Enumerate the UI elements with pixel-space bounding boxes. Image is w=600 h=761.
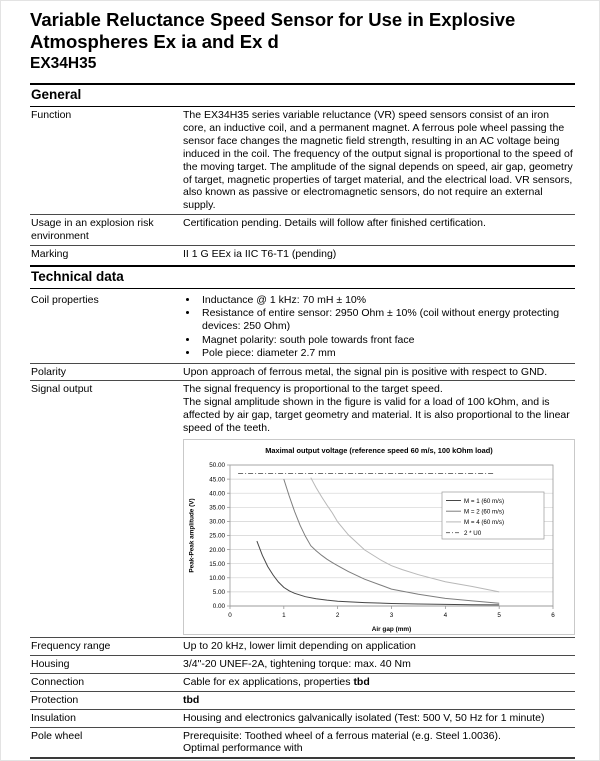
row-value: Housing and electronics galvanically isolated (Test: 500 V, 50 Hz for 1 minute) (183, 711, 545, 724)
signal-output-line1: The signal frequency is proportional to the target speed. (183, 383, 443, 396)
y-tick-label: 15.00 (209, 560, 225, 568)
x-tick-label: 4 (443, 612, 448, 620)
x-tick-label: 3 (389, 612, 394, 620)
pole-wheel-line2: Optimal performance with (183, 742, 303, 755)
table-row-pole-wheel (30, 728, 575, 760)
row-value: Upon approach of ferrous metal, the signal pin is positive with respect to GND. (183, 365, 548, 378)
series-line (257, 541, 499, 605)
row-value: The EX34H35 series variable reluctance (VR) speed sensors consist of an iron core, an inductive coil, and a permanent magnet. A ferrous pole wheel passing the sensor face changes the magnetic field strength, resulting in an AC voltage being induced in the coil. The frequency of the output signal is proportional to the speed of the moving target. The amplitude of the signal depends on speed, air gap, geometry of target, magnetic properties of target material, and the electrical load. VR sensors, also known as passive or electromagnetic sensors, do not require an external supply. (183, 109, 573, 212)
pole-wheel-line1: Prerequisite: Toothed wheel of a ferrous material (e.g. Steel 1.0036). (183, 729, 501, 742)
row-value (183, 291, 575, 361)
bullet-item: • Resistance of entire sensor: 2950 Ohm ± 10% (coil without energy protecting devices: 250 Ohm) (199, 307, 575, 333)
output-voltage-chart-svg (183, 439, 575, 635)
row-value (183, 694, 575, 707)
y-tick-label: 0.00 (212, 603, 225, 611)
coil-properties-list (199, 294, 575, 360)
table-row-usage (30, 215, 575, 246)
x-tick-label: 0 (228, 612, 232, 620)
section-general (30, 83, 575, 263)
y-tick-label: 40.00 (209, 490, 225, 498)
row-label: Protection (31, 693, 79, 706)
y-tick-label: 20.00 (209, 546, 225, 554)
row-label: Insulation (31, 711, 76, 724)
row-value: Certification pending. Details will follow after finished certification. (183, 217, 486, 230)
connection-value-text: Cable for ex applications, properties (183, 675, 354, 688)
y-tick-label: 5.00 (212, 589, 225, 597)
table-row-polarity (30, 364, 575, 382)
x-axis-label: Air gap (mm) (371, 626, 412, 634)
x-tick-label: 2 (335, 612, 340, 620)
row-value (183, 676, 575, 689)
section-heading-technical-data: Technical data (30, 265, 575, 289)
table-row-coil-properties (30, 289, 575, 364)
model-number: EX34H35 (30, 55, 97, 72)
row-label: Pole wheel (31, 729, 83, 742)
table-row-insulation (30, 710, 575, 728)
table-row-marking (30, 246, 575, 263)
x-tick-label: 6 (551, 612, 555, 620)
row-label: Usage in an explosion risk environment (31, 217, 154, 243)
table-row-housing (30, 656, 575, 674)
row-label: Polarity (31, 365, 67, 378)
connection-value-tbd: tbd (353, 675, 370, 688)
row-value: Up to 20 kHz, lower limit depending on application (183, 640, 416, 653)
bullet-item: • Pole piece: diameter 2.7 mm (199, 347, 575, 360)
y-axis-label: Peak-Peak amplitude (V) (188, 498, 196, 573)
row-label: Housing (31, 657, 70, 670)
y-tick-label: 10.00 (209, 575, 225, 583)
table-row-signal-output (30, 381, 575, 638)
row-label: Signal output (31, 383, 93, 396)
row-value: II 1 G EEx ia IIC T6-T1 (pending) (183, 248, 337, 261)
chart-title: Maximal output voltage (reference speed 60 m/s, 100 kOhm load) (265, 446, 493, 456)
legend-label: M = 2 (60 m/s) (464, 508, 505, 516)
row-label: Coil properties (31, 293, 99, 306)
table-row-connection (30, 674, 575, 692)
y-tick-label: 45.00 (209, 476, 225, 484)
row-label: Marking (31, 248, 69, 261)
row-value (183, 730, 575, 756)
legend-label: M = 4 (60 m/s) (464, 519, 505, 527)
x-tick-label: 1 (282, 612, 286, 620)
row-label: Function (31, 109, 72, 121)
section-heading-general: General (30, 83, 575, 107)
legend-label: M = 1 (60 m/s) (464, 497, 505, 505)
table-row-function (30, 107, 575, 215)
y-tick-label: 50.00 (209, 462, 225, 470)
y-tick-label: 30.00 (209, 518, 225, 526)
signal-output-line2: The signal amplitude shown in the figure is valid for a load of 100 kOhm, and is affected by air gap, target geometry and material. It is also proportional to the linear speed of the teeth. (183, 396, 570, 435)
table-row-protection (30, 692, 575, 710)
table-row-frequency-range (30, 638, 575, 656)
bullet-item: • Inductance @ 1 kHz: 70 mH ± 10% (199, 294, 575, 307)
page-title: Variable Reluctance Speed Sensor for Use in Explosive Atmospheres Ex ia and Ex d (30, 9, 516, 52)
y-tick-label: 35.00 (209, 504, 225, 512)
row-label: Connection (31, 675, 85, 688)
section-technical-data (30, 265, 575, 759)
legend-label: 2 * U0 (464, 529, 482, 537)
bullet-item: • Magnet polarity: south pole towards front face (199, 334, 575, 347)
y-tick-label: 25.00 (209, 532, 225, 540)
protection-value-tbd: tbd (183, 693, 200, 706)
output-voltage-chart (183, 439, 573, 635)
row-value: 3/4"-20 UNEF-2A, tightening torque: max. 40 Nm (183, 657, 411, 670)
x-tick-label: 5 (497, 612, 501, 620)
row-value (183, 383, 575, 635)
row-label: Frequency range (31, 640, 111, 653)
